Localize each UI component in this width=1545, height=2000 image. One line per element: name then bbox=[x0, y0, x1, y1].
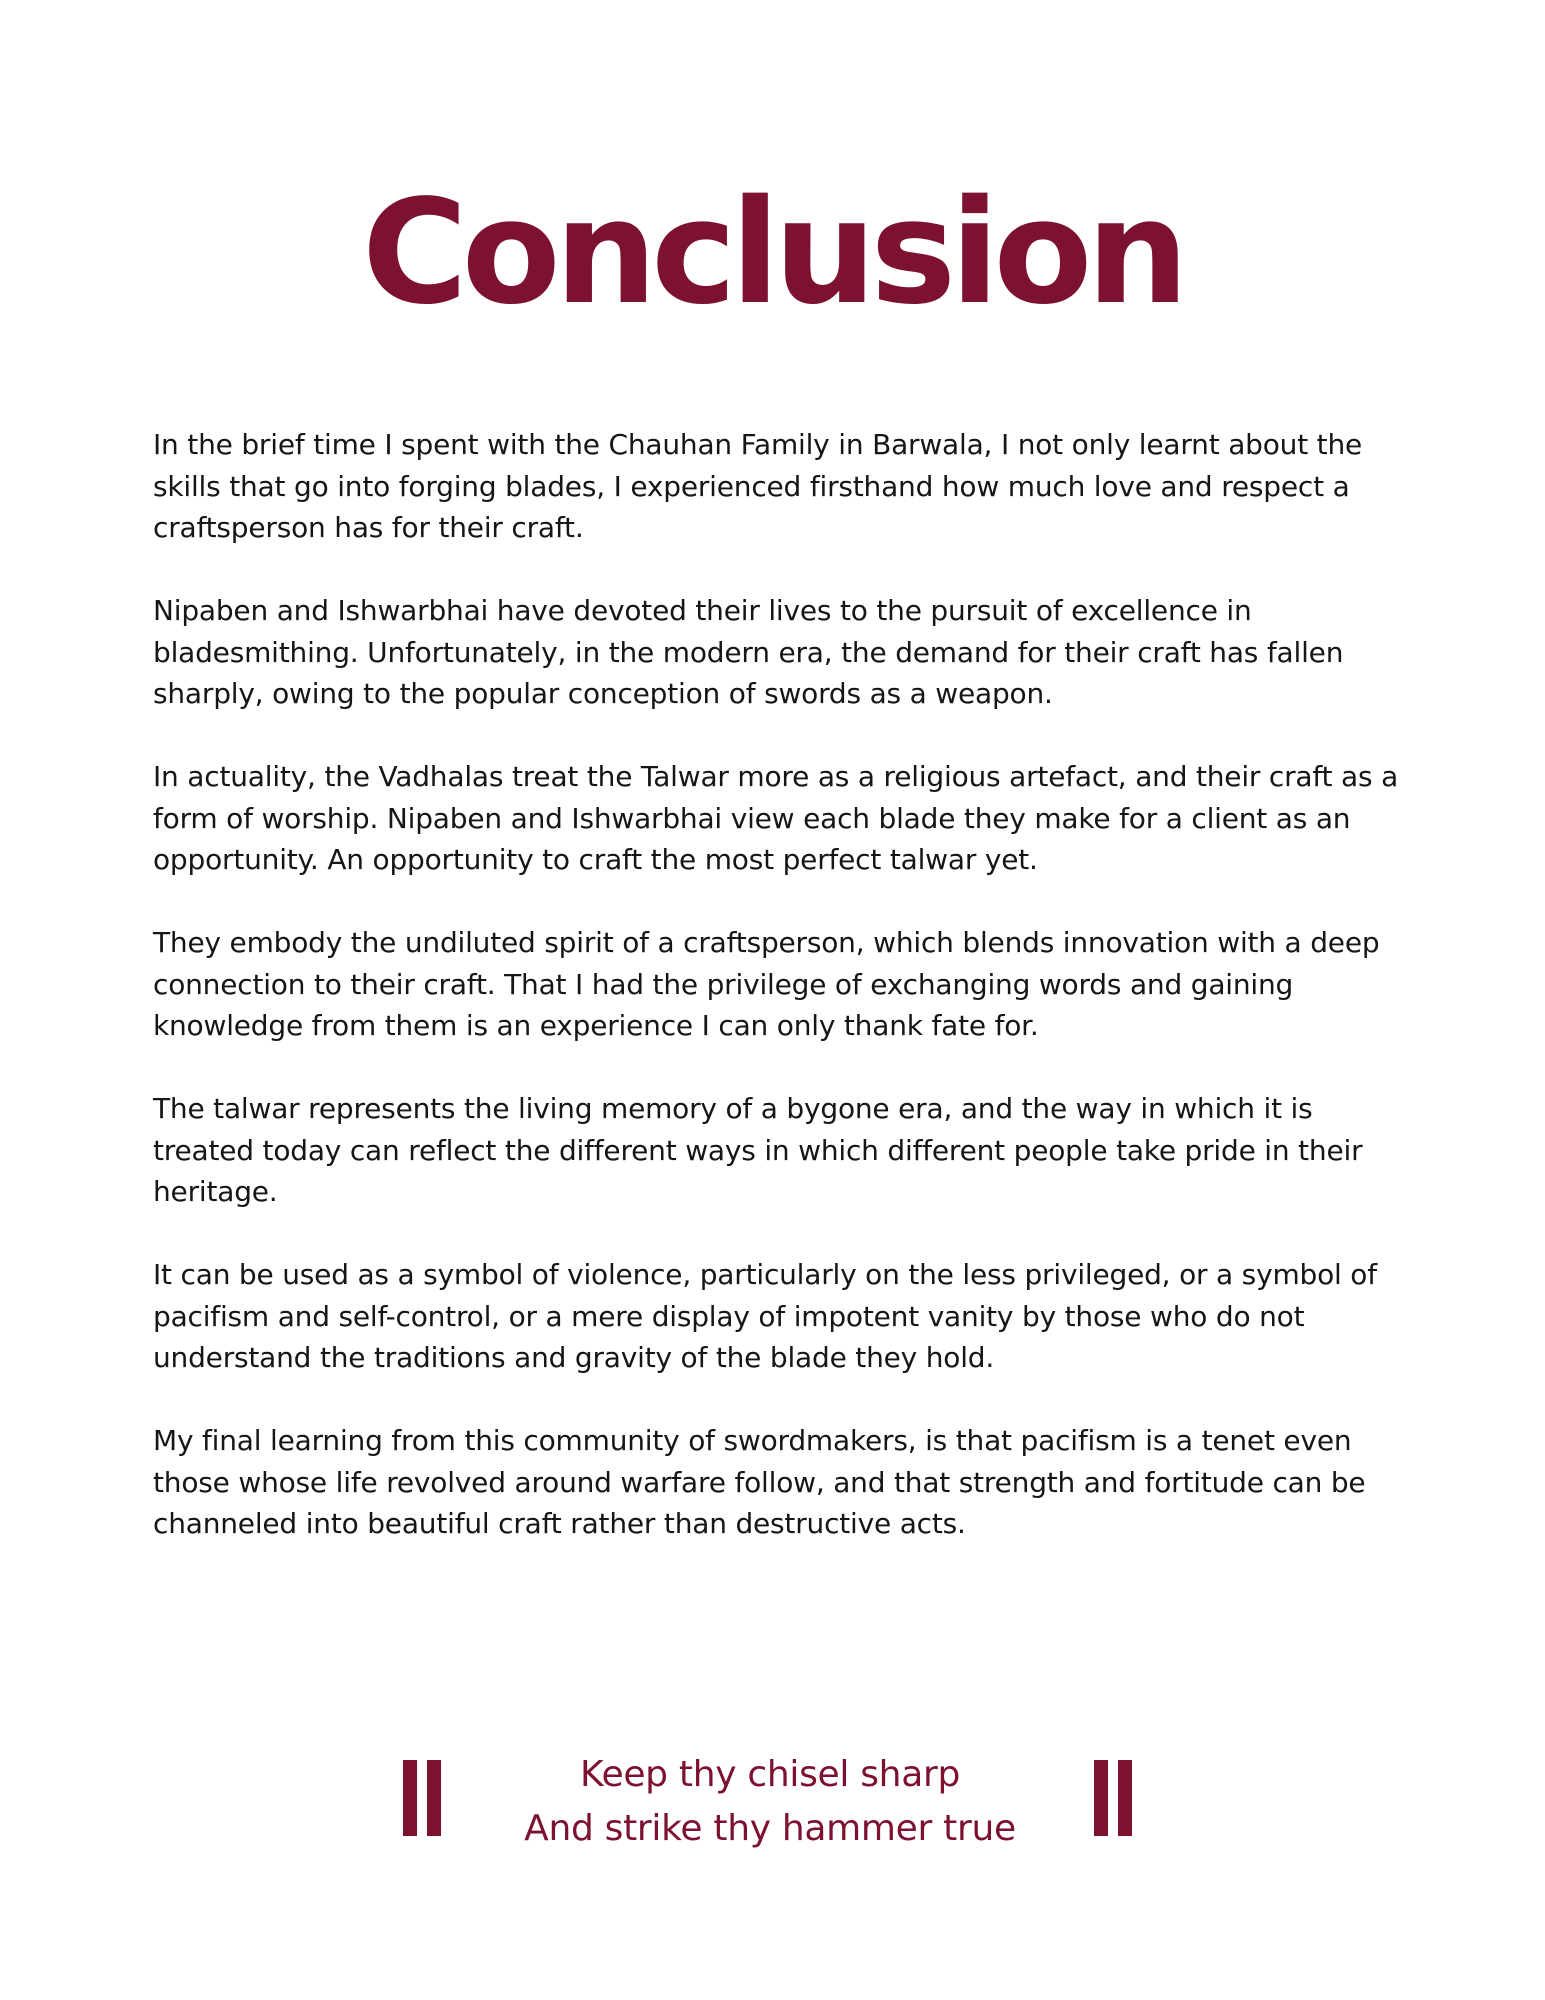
body-text bbox=[153, 424, 1413, 1586]
motto-line-2: And strike thy hammer true bbox=[524, 1808, 1016, 1849]
double-bar-icon bbox=[403, 1760, 451, 1836]
bar-shape bbox=[1118, 1760, 1132, 1836]
paragraph-6: It can be used as a symbol of violence, particularly on the less privileged, or a symbol of pacifism and self-control, or a mere display of impotent vanity by those who do not understand the traditions and gravity of the blade they hold. bbox=[153, 1258, 1377, 1374]
page-title: Conclusion bbox=[362, 168, 1183, 336]
paragraph-1: In the brief time I spent with the Chauhan Family in Barwala, I not only learnt about the skills that go into forging blades, I experienced firsthand how much love and respect a craftsperson has for their craft. bbox=[153, 428, 1363, 544]
paragraph-7: My final learning from this community of swordmakers, is that pacifism is a tenet even those whose life revolved around warfare follow, and that strength and fortitude can be channeled into beautiful craft rather than destructive acts. bbox=[153, 1424, 1366, 1540]
double-bar-icon bbox=[1094, 1760, 1142, 1836]
paragraph-4: They embody the undiluted spirit of a craftsperson, which blends innovation with a deep connection to their craft. That I had the privilege of exchanging words and gaining knowledge from them is an experience I can only thank fate for. bbox=[153, 926, 1380, 1042]
paragraph-5: The talwar represents the living memory of a bygone era, and the way in which it is treated today can reflect the different ways in which different people take pride in their heritage. bbox=[153, 1092, 1363, 1208]
bar-shape bbox=[1094, 1760, 1108, 1836]
motto-line-1: Keep thy chisel sharp bbox=[579, 1754, 961, 1795]
motto-block bbox=[0, 1748, 1545, 1858]
bar-shape bbox=[427, 1760, 441, 1836]
bar-shape bbox=[403, 1760, 417, 1836]
motto bbox=[470, 1748, 1070, 1856]
paragraph-3: In actuality, the Vadhalas treat the Talwar more as a religious artefact, and their craft as a form of worship. Nipaben and Ishwarbhai view each blade they make for a client as an opportunity. An opportunity to craft the most perfect talwar yet. bbox=[153, 760, 1399, 876]
paragraph-2: Nipaben and Ishwarbhai have devoted their lives to the pursuit of excellence in bladesmithing. Unfortunately, in the modern era, the demand for their craft has fallen sharply, owing to the popular conception of swords as a weapon. bbox=[153, 594, 1344, 710]
